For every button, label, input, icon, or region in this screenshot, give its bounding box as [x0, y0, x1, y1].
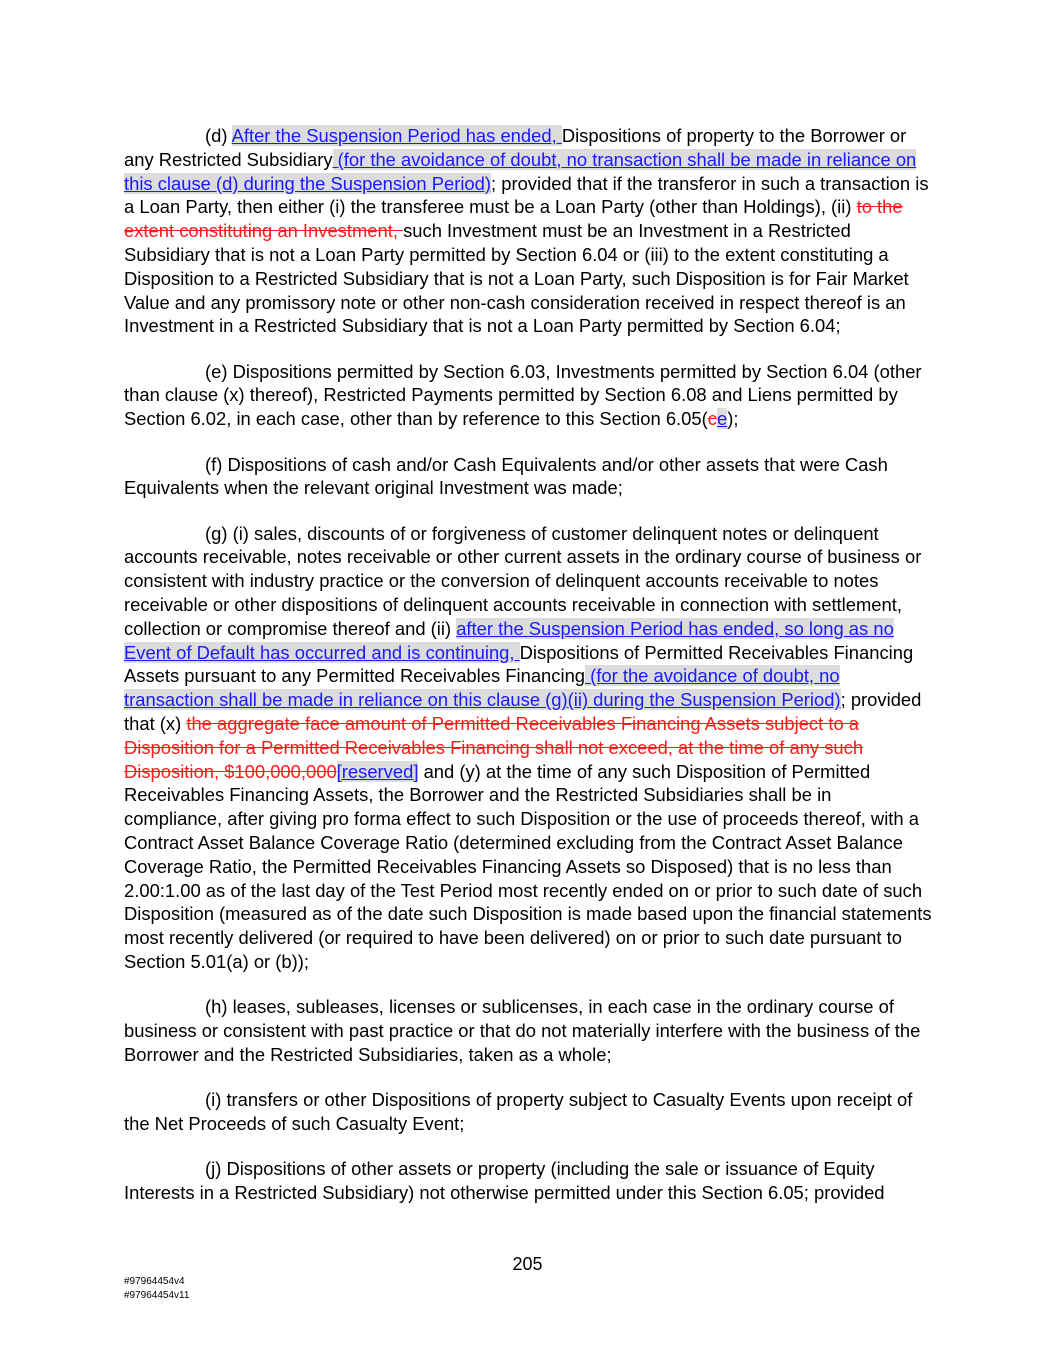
clause-d: [124, 124, 932, 338]
inserted-text: After the Suspension Period has ended,: [231, 125, 562, 146]
inserted-text: after the Suspension Period has ended, so long as no Event of Default has occurred and is continuing,: [124, 617, 894, 663]
clause-f: [124, 453, 932, 501]
body-text: );: [727, 408, 739, 430]
body-text: (j) Dispositions of other assets or property (including the sale or issuance of Equity Interests in a Restricted Subsidiary) not otherwise permitted under this Section 6.05; provided: [124, 1158, 885, 1204]
deleted-text: the aggregate face amount of Permitted Receivables Financing Assets subject to a Disposition for a Permitted Receivables Financing shall not exceed, at the time of any such Disposition, $100,000,000: [124, 713, 864, 782]
body-text: (d): [205, 125, 232, 146]
inserted-text: [reserved]: [336, 760, 419, 782]
document-body: [124, 124, 932, 1226]
body-text: ; provided that (x): [124, 689, 922, 735]
deleted-text: c: [707, 408, 717, 430]
body-text: (e) Dispositions permitted by Section 6.03, Investments permitted by Section 6.04 (other than clause (x) thereof), Restricted Payments permitted by Section 6.08 and Liens permitted by Section 6.02, in each case, other than by reference to this Section 6.05(: [124, 360, 922, 430]
page-number: 205: [512, 1254, 543, 1274]
clause-i: [124, 1088, 932, 1136]
clause-j: [124, 1157, 932, 1205]
body-text: (i) transfers or other Dispositions of property subject to Casualty Events upon receipt of the Net Proceeds of such Casualty Event;: [124, 1089, 913, 1134]
body-text: and (y) at the time of any such Disposition of Permitted Receivables Financing Assets, the Borrower and the Restricted Subsidiaries shall be in compliance, after giving pro forma effect to such Disposition or the use of proceeds thereof, with a Contract Asset Balance Coverage Ratio (determined excluding from the Contract Asset Balance Coverage Ratio, the Permitted Receivables Financing Assets so Disposed) that is no less than 2.00:1.00 as of the last day of the Test Period most recently ended on or prior to such date of such Disposition (measured as of the date such Disposition is made based upon the financial statements most recently delivered (or required to have been delivered) on or prior to such date pursuant to Section 5.01(a) or (b));: [124, 760, 932, 972]
document-id-old: #97964454v4: [124, 1276, 185, 1287]
body-text: ; provided that if the transferor in such a transaction is a Loan Party, then either (i) the transferee must be a Loan Party (other than Holdings), (ii): [124, 172, 929, 218]
clause-h: [124, 995, 932, 1066]
clause-e: [124, 360, 932, 431]
body-text: (h) leases, subleases, licenses or sublicenses, in each case in the ordinary course of business or consistent with past practice or that do not materially interfere with the business of the Borrower and the Restricted Subsidiaries, taken as a whole;: [124, 996, 921, 1065]
body-text: (g) (i) sales, discounts of or forgiveness of customer delinquent notes or delinquent accounts receivable, notes receivable or other current assets in the ordinary course of business or consistent with industry practice or the conversion of delinquent accounts receivable to notes receivable or other dispositions of delinquent accounts receivable in connection with settlement, collection or compromise thereof and (ii): [124, 522, 922, 639]
deleted-text: to the extent constituting an Investment,: [124, 196, 903, 242]
document-id-new: #97964454v11: [124, 1290, 190, 1301]
body-text: (f) Dispositions of cash and/or Cash Equivalents and/or other assets that were Cash Equivalents when the relevant original Investment was made;: [124, 453, 888, 499]
body-text: such Investment must be an Investment in a Restricted Subsidiary that is not a Loan Party permitted by Section 6.04 or (iii) to the extent constituting a Disposition to a Restricted Subsidiary that is not a Loan Party, such Disposition is for Fair Market Value and any promissory note or other non-cash consideration received in respect thereof is an Investment in a Restricted Subsidiary that is not a Loan Party permitted by Section 6.04;: [124, 220, 909, 337]
inserted-text: (for the avoidance of doubt, no transaction shall be made in reliance on this clause (d) during the Suspension Period): [124, 148, 917, 194]
clause-g: [124, 522, 932, 974]
inserted-text: (for the avoidance of doubt, no transaction shall be made in reliance on this clause (g)(ii) during the Suspension Period): [124, 665, 841, 711]
body-text: Dispositions of property to the Borrower or any Restricted Subsidiary: [124, 125, 907, 170]
body-text: Dispositions of Permitted Receivables Financing Assets pursuant to any Permitted Receivables Financing: [124, 641, 914, 687]
inserted-text: e: [716, 408, 728, 430]
